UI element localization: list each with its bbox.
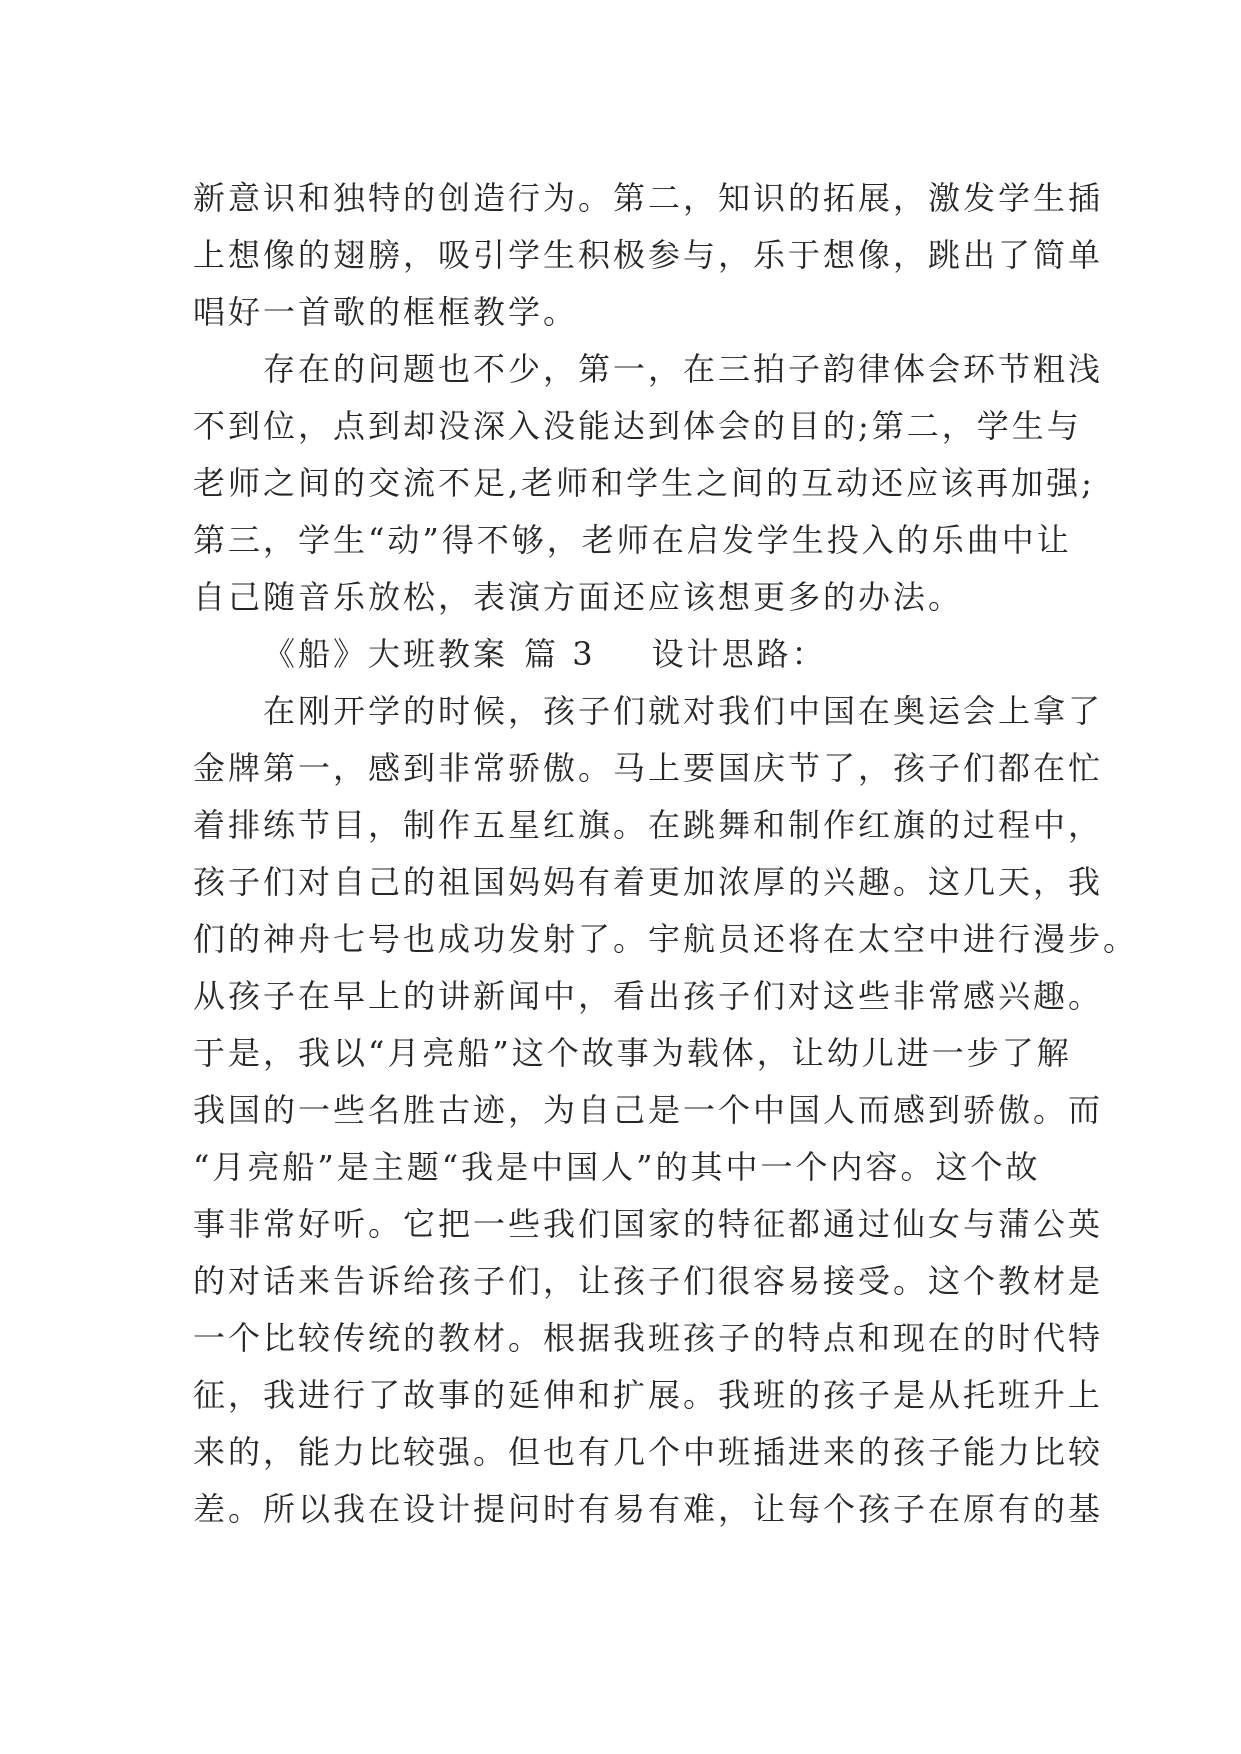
- text-line: 孩子们对自己的祖国妈妈有着更加浓厚的兴趣。这几天，我: [193, 863, 1104, 901]
- text-line: 上想像的翅膀，吸引学生积极参与，乐于想像，跳出了简单: [193, 236, 1104, 274]
- document-body: [193, 170, 1139, 1538]
- text-line: 老师之间的交流不足,老师和学生之间的互动还应该再加强;: [193, 464, 1095, 502]
- text-line: 金牌第一，感到非常骄傲。马上要国庆节了，孩子们都在忙: [193, 749, 1104, 787]
- heading-section: 篇 3: [524, 635, 596, 673]
- text-line: 在刚开学的时候，孩子们就对我们中国在奥运会上拿了: [263, 692, 1104, 730]
- text-line: 们的神舟七号也成功发射了。宇航员还将在太空中进行漫步。: [193, 920, 1139, 958]
- text-line: 自己随音乐放松，表演方面还应该想更多的办法。: [193, 578, 964, 616]
- text-line: “月亮船”是主题“我是中国人”的其中一个内容。这个故: [193, 1148, 1041, 1186]
- text-line: 差。所以我在设计提问时有易有难，让每个孩子在原有的基: [193, 1490, 1104, 1528]
- text-line: 第三，学生“动”得不够，老师在启发学生投入的乐曲中让: [193, 521, 1072, 559]
- text-line: 我国的一些名胜古迹，为自己是一个中国人而感到骄傲。而: [193, 1091, 1104, 1129]
- text-line: 新意识和独特的创造行为。第二，知识的拓展，激发学生插: [193, 179, 1104, 217]
- text-line: 从孩子在早上的讲新闻中，看出孩子们对这些非常感兴趣。: [193, 977, 1104, 1015]
- text-line: 一个比较传统的教材。根据我班孩子的特点和现在的时代特: [193, 1319, 1104, 1357]
- text-line: 事非常好听。它把一些我们国家的特征都通过仙女与蒲公英: [193, 1205, 1104, 1243]
- text-line: 来的，能力比较强。但也有几个中班插进来的孩子能力比较: [193, 1433, 1104, 1471]
- text-line: 征，我进行了故事的延伸和扩展。我班的孩子是从托班升上: [193, 1376, 1104, 1414]
- text-line: 着排练节目，制作五星红旗。在跳舞和制作红旗的过程中，: [193, 806, 1104, 844]
- text-line: 的对话来告诉给孩子们，让孩子们很容易接受。这个教材是: [193, 1262, 1104, 1300]
- heading-subtitle: 设计思路：: [651, 635, 827, 673]
- section-heading: [193, 626, 1053, 683]
- heading-title: 《船》大班教案: [263, 635, 509, 673]
- text-line: 唱好一首歌的框框教学。: [193, 293, 579, 331]
- text-line: 存在的问题也不少，第一，在三拍子韵律体会环节粗浅: [263, 350, 1104, 388]
- text-line: 于是，我以“月亮船”这个故事为载体，让幼儿进一步了解: [193, 1034, 1072, 1072]
- text-line: 不到位，点到却没深入没能达到体会的目的;第二，学生与: [193, 407, 1082, 445]
